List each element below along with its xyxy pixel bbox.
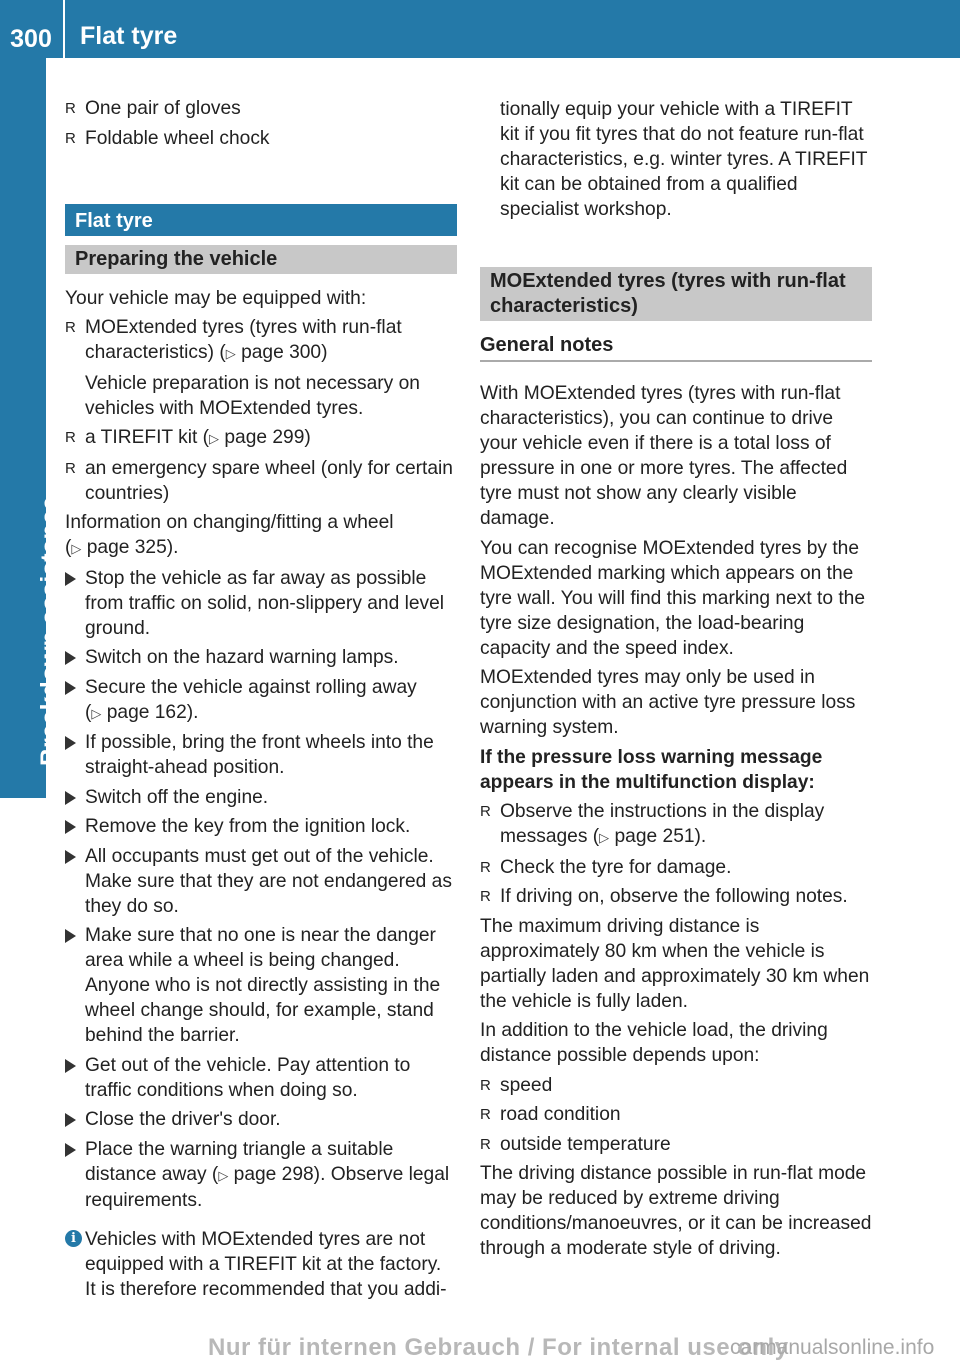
right-column [480, 97, 872, 1266]
paragraph-continuation: tionally equip your vehicle with a TIREFIT kit if you fit tyres that do not feature run-flat characteristics, e.g. winter tyres. A TIREFIT kit can be obtained from a qualified specialist workshop. [500, 99, 868, 220]
paragraph: In addition to the vehicle load, the driving distance possible depends upon: [480, 1020, 828, 1066]
info-icon: i [65, 1230, 82, 1247]
page-ref-icon: ▷ [225, 346, 236, 361]
list-item: R speed [480, 1074, 553, 1096]
step-item: Switch on the hazard warning lamps. [65, 645, 457, 670]
step-arrow-icon [65, 850, 76, 864]
header-bar [0, 0, 960, 58]
paragraph: You can recognise MOExtended tyres by the MOExtended marking which appears on the tyre wall. You will find this marking next to the tyre size designation, the load-bearing capacity and the speed index. [480, 537, 866, 659]
page-number: 300 [10, 25, 52, 53]
page-title: Flat tyre [80, 22, 178, 50]
list-item: R an emergency spare wheel (only for certain countries) [65, 457, 453, 504]
step-item: Secure the vehicle against rolling away (▷ page 162). [65, 675, 457, 726]
subsection-heading: General notes [480, 333, 872, 362]
subsection-heading: Preparing the vehicle [65, 245, 457, 274]
paragraph: MOExtended tyres may only be used in conjunction with an active tyre pressure loss warning system. [480, 667, 856, 738]
step-arrow-icon [65, 820, 76, 834]
step-item: All occupants must get out of the vehicle. Make sure that they are not endangered as they do so. [65, 844, 457, 919]
page-ref-icon: ▷ [91, 705, 102, 721]
paragraph: Information on changing/fitting a wheel (▷ page 325). [65, 512, 394, 558]
page-ref-link[interactable]: page 162). [106, 701, 199, 723]
page-ref-icon: ▷ [218, 1167, 229, 1183]
page-ref-icon: ▷ [209, 431, 220, 446]
page-ref-link[interactable]: page 325). [86, 537, 179, 558]
paragraph: With MOExtended tyres (tyres with run-flat characteristics), you can continue to drive your vehicle even if there is a total loss of pressure in one or more tyres. The affected tyre must not show any clearly visible damage. [480, 383, 848, 529]
step-item: If possible, bring the front wheels into the straight-ahead position. [65, 730, 457, 780]
header-divider [63, 0, 65, 58]
list-item: R Check the tyre for damage. [480, 856, 732, 878]
list-item: R MOExtended tyres (tyres with run-flat characteristics) (▷ page 300) [65, 317, 402, 363]
footer-notice: Nur für internen Gebrauch / For internal use only [208, 1334, 789, 1361]
page-ref-link[interactable]: page 298). Observe legal requirements. [85, 1163, 450, 1211]
page-ref-link[interactable]: page 299) [224, 427, 311, 448]
bold-heading: If the pressure loss warning message appears in the multifunction display: [480, 746, 823, 793]
section-heading: Flat tyre [65, 204, 457, 236]
info-note: i Vehicles with MOExtended tyres are not equipped with a TIREFIT kit at the factory. It is therefore recommended that you addi- [65, 1227, 457, 1302]
step-arrow-icon [65, 1113, 76, 1127]
step-arrow-icon [65, 572, 76, 586]
chapter-label: Breakdown assistance [36, 496, 64, 766]
step-arrow-icon [65, 1059, 76, 1073]
step-item: Close the driver's door. [65, 1107, 457, 1132]
paragraph: Your vehicle may be equipped with: [65, 287, 367, 309]
section-heading: MOExtended tyres (tyres with run-flat characteristics) [480, 267, 872, 321]
watermark: carmanualsonline.info [730, 1336, 935, 1359]
step-item: Remove the key from the ignition lock. [65, 814, 457, 839]
list-item: R road condition [480, 1104, 621, 1125]
step-item: Stop the vehicle as far away as possible from traffic on solid, non-slippery and level ground. [65, 566, 457, 641]
list-item: R outside temperature [480, 1133, 671, 1155]
step-arrow-icon [65, 651, 76, 665]
step-item: Switch off the engine. [65, 785, 457, 810]
list-item: R a TIREFIT kit (▷ page 299) [65, 427, 311, 448]
step-item: Make sure that no one is near the danger area while a wheel is being changed. Anyone who is not directly assisting in the wheel change should, for example, stand behind the barrier. [65, 923, 457, 1048]
step-item: Place the warning triangle a suitable distance away (▷ page 298). Observe legal requirements. [65, 1137, 457, 1213]
chapter-tab [0, 58, 64, 798]
list-item: R If driving on, observe the following notes. [480, 886, 848, 907]
page-ref-icon: ▷ [71, 541, 82, 556]
step-arrow-icon [65, 791, 76, 805]
list-item-note: Vehicle preparation is not necessary on vehicles with MOExtended tyres. [85, 372, 420, 419]
step-arrow-icon [65, 1143, 76, 1157]
step-arrow-icon [65, 929, 76, 943]
paragraph: The maximum driving distance is approximately 80 km when the vehicle is partially laden and approximately 30 km when the vehicle is fully laden. [480, 915, 870, 1012]
left-column [65, 96, 457, 1302]
page-ref-icon: ▷ [599, 830, 610, 845]
page-ref-link[interactable]: page 251). [614, 826, 707, 847]
list-item: R Observe the instructions in the display messages (▷ page 251). [480, 801, 825, 847]
step-arrow-icon [65, 736, 76, 750]
paragraph: The driving distance possible in run-flat mode may be reduced by extreme driving conditions/manoeuvres, or it can be increased through a moderate style of driving. [480, 1163, 872, 1259]
step-arrow-icon [65, 681, 76, 695]
page-ref-link[interactable]: page 300) [241, 342, 328, 363]
list-item: R One pair of gloves [65, 98, 241, 119]
list-item: R Foldable wheel chock [65, 127, 270, 149]
step-item: Get out of the vehicle. Pay attention to traffic conditions when doing so. [65, 1053, 457, 1103]
